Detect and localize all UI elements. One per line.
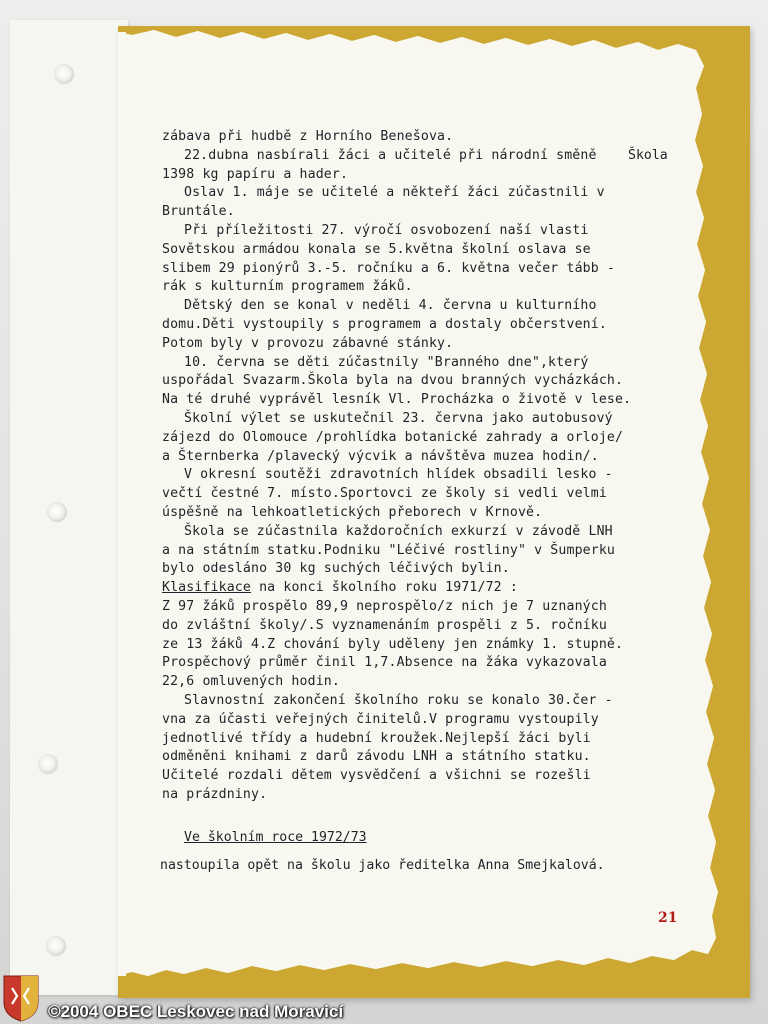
- text-line: [162, 579, 682, 598]
- text-line: V okresní soutěži zdravotních hlídek obsadili lesko -: [184, 467, 613, 483]
- text-line: vna za účasti veřejných činitelů.V programu vystoupily: [162, 711, 599, 727]
- text-line: 1398 kg papíru a hader.: [162, 166, 349, 182]
- text-line: Sovětskou armádou konala se 5.května školní oslava se: [162, 241, 591, 257]
- underlined-word: Klasifikace: [162, 580, 251, 596]
- underlying-page: [10, 20, 128, 995]
- text-line: rák s kulturním programem žáků.: [162, 279, 413, 295]
- punch-hole: [38, 754, 58, 774]
- text-line: večtí čestné 7. místo.Sportovci ze školy si vedli velmi: [162, 486, 607, 502]
- text-line: Při příležitosti 27. výročí osvobození naší vlasti: [184, 222, 589, 238]
- typed-text-body: [162, 128, 682, 805]
- text-line: Dětský den se konal v neděli 4. června u kulturního: [184, 298, 597, 314]
- text-line: domu.Děti vystoupily s programem a dostaly občerstvení.: [162, 316, 607, 332]
- punch-hole: [46, 936, 66, 956]
- text-line: 22,6 omluvených hodin.: [162, 674, 340, 690]
- text-line: Školní výlet se uskutečnil 23. června jako autobusový: [184, 410, 613, 426]
- margin-note: Škola: [628, 148, 668, 163]
- page-number: 21: [658, 910, 678, 926]
- punch-hole: [47, 502, 67, 522]
- closing-line: nastoupila opět na školu jako ředitelka Anna Smejkalová.: [160, 858, 605, 873]
- text-line: Oslav 1. máje se učitelé a někteří žáci zúčastnili v: [184, 185, 605, 201]
- text-line: a Šternberka /plavecký výcvik a návštěva muzea hodin/.: [162, 448, 599, 464]
- text-line: Potom byly v provozu zábavné stánky.: [162, 335, 454, 351]
- text-line: zájezd do Olomouce /prohlídka botanické zahrady a orloje/: [162, 429, 624, 445]
- text-line: Učitelé rozdali dětem vysvědčení a všichni se rozešli: [162, 768, 591, 784]
- text-line: bylo odesláno 30 kg suchých léčivých bylin.: [162, 561, 510, 577]
- copyright-caption: ©2004 OBEC Leskovec nad Moravicí: [48, 1002, 344, 1021]
- text-line: ze 13 žáků 4.Z chování byly uděleny jen známky 1. stupně.: [162, 636, 624, 652]
- text-line: úspěšně na lehkoatletických přeborech v Krnově.: [162, 504, 543, 520]
- text-line: Z 97 žáků prospělo 89,9 neprospělo/z nich je 7 uznaných: [162, 598, 607, 614]
- text-line: 22.dubna nasbírali žáci a učitelé při národní směně: [184, 147, 597, 163]
- watermark-footer: [0, 996, 768, 1024]
- punch-hole: [54, 64, 74, 84]
- section-heading: Ve školním roce 1972/73: [184, 830, 367, 845]
- text-line: Na té druhé vyprávěl lesník Vl. Procházka o životě v lese.: [162, 392, 632, 408]
- text-line: Škola se zúčastnila každoročních exkurzí v závodě LNH: [184, 523, 613, 539]
- text-line: jednotlivé třídy a hudební kroužek.Nejlepší žáci byli: [162, 730, 591, 746]
- coat-of-arms-icon: [2, 974, 40, 1022]
- text-line: Bruntále.: [162, 204, 235, 220]
- text-line: 10. června se děti zúčastnily "Branného dne",který: [184, 354, 589, 370]
- text-line: odměněni knihami z darů závodu LNH a státního statku.: [162, 749, 591, 765]
- text-line: zábava při hudbě z Horního Benešova.: [162, 129, 454, 144]
- text-line: do zvláštní školy/.S vyznamenáním prospěli z 5. ročníku: [162, 617, 607, 633]
- text-line: slibem 29 pionýrů 3.-5. ročníku a 6. května večer tább -: [162, 260, 616, 276]
- text-line: uspořádal Svazarm.Škola byla na dvou branných vycházkách.: [162, 373, 624, 389]
- text-line: Prospěchový průměr činil 1,7.Absence na žáka vykazovala: [162, 655, 607, 671]
- text-line: Slavnostní zakončení školního roku se konalo 30.čer -: [184, 692, 613, 708]
- text-line: a na státním statku.Podniku "Léčivé rostliny" v Šumperku: [162, 542, 616, 558]
- line-remainder: na konci školního roku 1971/72 :: [251, 580, 518, 596]
- text-line: na prázdniny.: [162, 786, 268, 802]
